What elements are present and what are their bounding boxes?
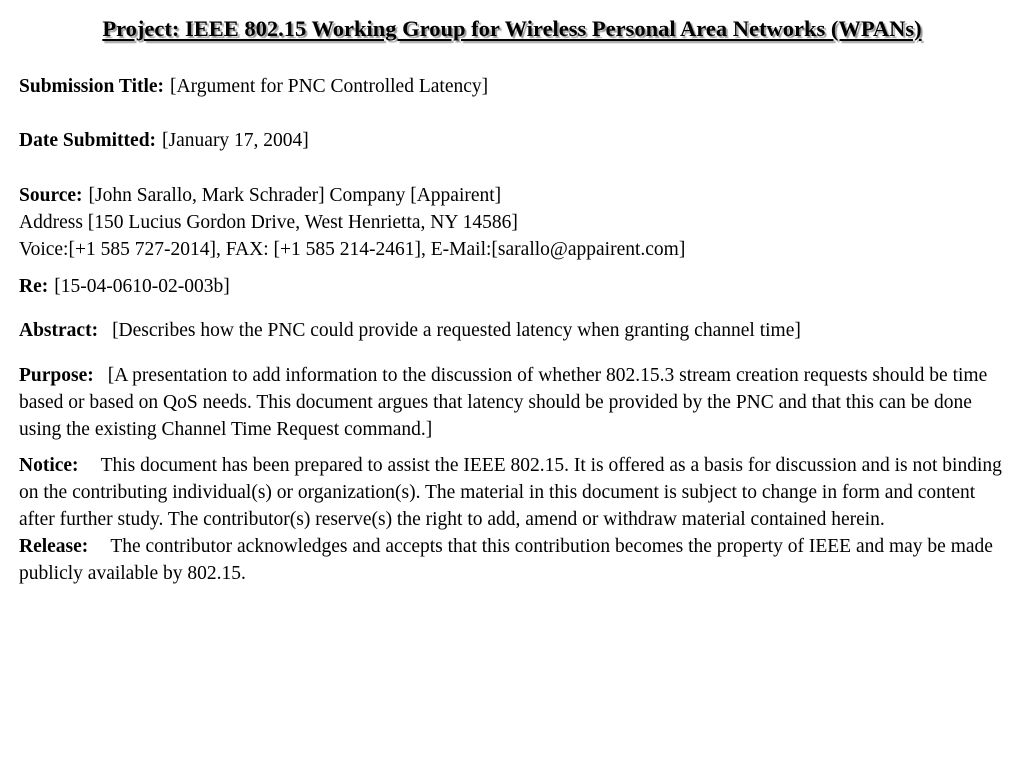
re-value: [15-04-0610-02-003b]: [54, 276, 230, 297]
notice-value: This document has been prepared to assist the IEEE 802.15. It is offered as a basis for discussion and is not binding on the contributing individual(s) or organization(s). The material in this document is subject to change in form and content after further study. The contributor(s) reserve(s) the right to add, amend or withdraw material contained herein.: [19, 455, 1002, 530]
purpose-section: [19, 362, 1009, 443]
submission-title-label: Submission Title:: [19, 76, 165, 97]
submission-title-value: [Argument for PNC Controlled Latency]: [170, 76, 489, 97]
source-authors-company: [John Sarallo, Mark Schrader] Company [Appairent]: [88, 185, 502, 206]
abstract-value: [Describes how the PNC could provide a requested latency when granting channel time]: [112, 320, 801, 341]
date-submitted-value: [January 17, 2004]: [162, 130, 309, 151]
date-submitted-section: [19, 127, 1009, 154]
source-line-1: [19, 182, 1009, 209]
re-section: [19, 273, 1009, 300]
purpose-label: Purpose:: [19, 365, 94, 386]
purpose-value: [A presentation to add information to the discussion of whether 802.15.3 stream creation requests should be time based or based on QoS needs. This document argues that latency should be provided by the PNC and that this can be done using the existing Channel Time Request command.]: [19, 365, 988, 440]
source-contact: Voice:[+1 585 727-2014], FAX: [+1 585 214-2461], E-Mail:[sarallo@appairent.com]: [19, 239, 686, 260]
notice-label: Notice:: [19, 455, 79, 476]
release-label: Release:: [19, 536, 89, 557]
submission-title-section: [19, 73, 1009, 100]
date-submitted-label: Date Submitted:: [19, 130, 157, 151]
source-address: Address [150 Lucius Gordon Drive, West Henrietta, NY 14586]: [19, 212, 518, 233]
project-title: Project: IEEE 802.15 Working Group for Wireless Personal Area Networks (WPANs): [102, 16, 922, 41]
source-section: [19, 182, 1009, 263]
source-label: Source:: [19, 185, 83, 206]
notice-release-section: [19, 452, 1009, 587]
abstract-section: [19, 317, 1009, 344]
re-label: Re:: [19, 276, 49, 297]
abstract-label: Abstract:: [19, 320, 99, 341]
release-paragraph: [19, 533, 1009, 587]
release-value: The contributor acknowledges and accepts that this contribution becomes the property of IEEE and may be made publicly available by 802.15.: [19, 536, 993, 584]
notice-paragraph: [19, 452, 1009, 533]
